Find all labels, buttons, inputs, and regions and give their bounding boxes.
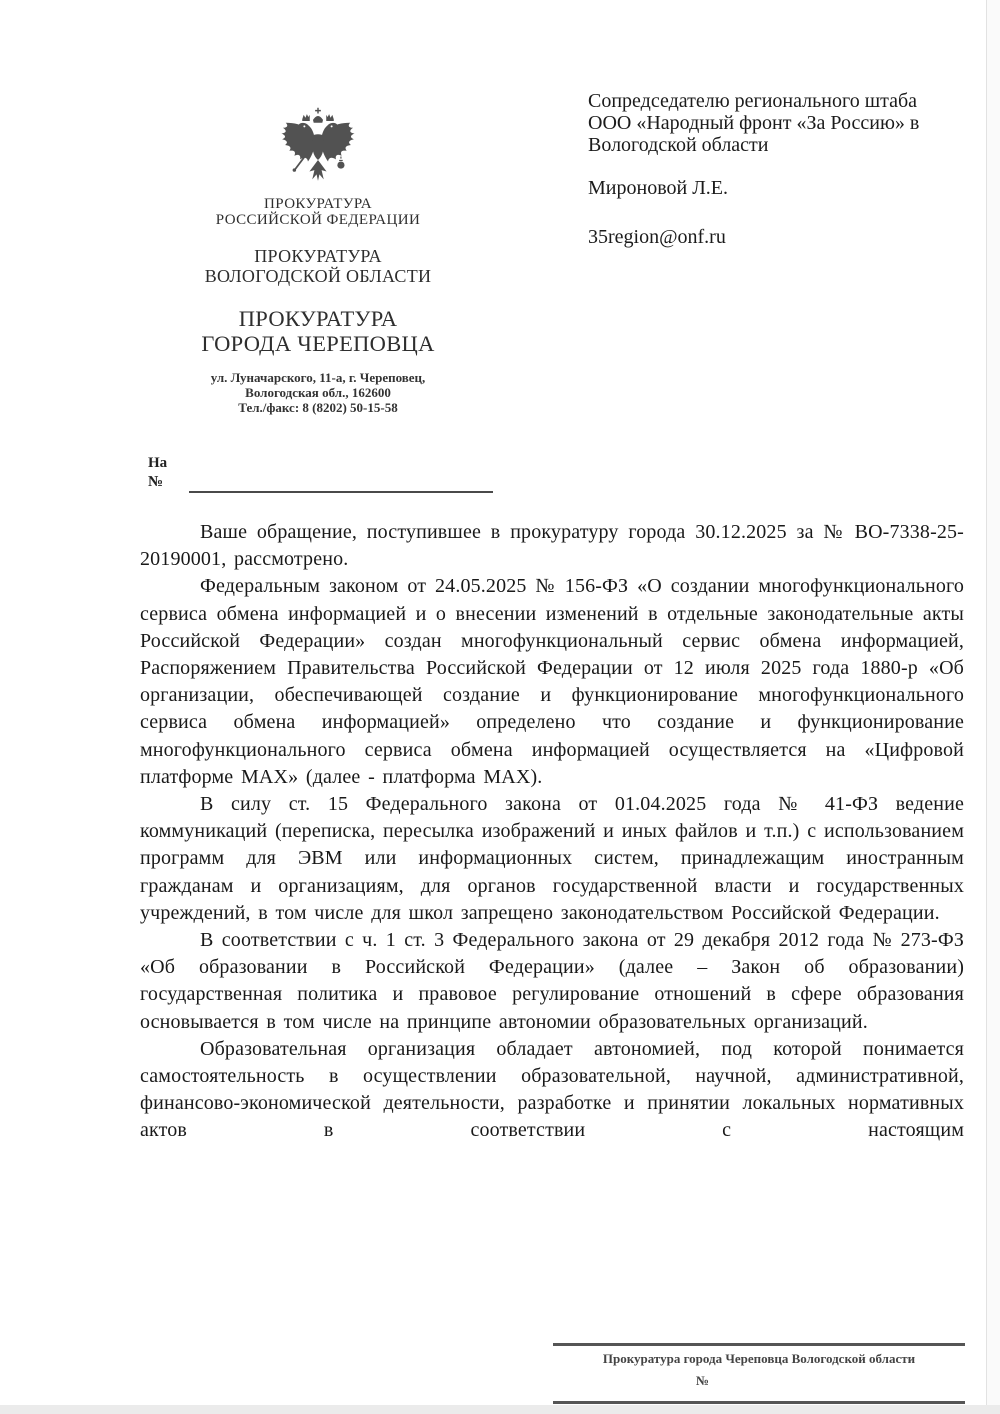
footer-org: Прокуратура города Череповца Вологодской области [602,1351,916,1366]
org-name-federation-line1: ПРОКУРАТУРА [264,196,372,212]
org-name-city-line2: ГОРОДА ЧЕРЕПОВЦА [201,330,435,356]
body-text [140,519,964,1145]
org-name-region-line1: ПРОКУРАТУРА [254,246,382,267]
recipient-block [588,90,948,248]
reference-na-label: На [148,455,168,471]
org-name-federation [140,196,496,228]
org-name-federation-line2: РОССИЙСКОЙ ФЕДЕРАЦИИ [215,212,421,229]
letterhead-address-phone: Тел./факс: 8 (8202) 50-15-58 [238,399,398,415]
footer-no-label: № [696,1373,710,1388]
recipient-name: Мироновой Л.Е. [588,177,728,199]
page-scan-edge-right [986,0,1000,1414]
reference-no-label: № [148,474,164,490]
reference-underline [189,491,493,493]
org-name-city [140,307,496,356]
emblem-wrap [140,100,496,192]
recipient-email: 35region@onf.ru [588,226,726,248]
org-name-city-line1: ПРОКУРАТУРА [238,306,398,332]
org-name-region-line2: ВОЛОГОДСКОЙ ОБЛАСТИ [204,265,432,286]
page-scan-edge-bottom [0,1405,1000,1414]
body-paragraph: Ваше обращение, поступившее в прокуратуру города 30.12.2025 за № ВО-7338-25-20190001, рассмотрено. [140,521,964,571]
body-paragraph: Федеральным законом от 24.05.2025 № 156-ФЗ «О создании многофункционального сервиса обмена информацией и о внесении изменений в отдельные законодательные акты Российской Федерации» создан многофункциональный сервис обмена информацией, Распоряжением Правительства Российской Федерации от 12 июля 2025 года 1880-р «Об организации, обеспечивающей создание и функционирование многофункционального сервиса обмена информацией» определено что создание и функционирование многофункционального сервиса обмена информацией осуществляется на «Цифровой платформе МАХ» (далее - платформа МАХ). [140,575,964,788]
recipient-org: Сопредседателю регионального штаба ООО «Народный фронт «За Россию» в Вологодской области [588,90,920,156]
body-paragraph: В соответствии с ч. 1 ст. 3 Федерального закона от 29 декабря 2012 года № 273-ФЗ «Об образовании в Российской Федерации» (далее – Закон об образовании) государственная политика и правовое регулирование отношений в сфере образования основывается в том числе на принципе автономии образовательных организаций. [140,929,964,1033]
letterhead-address-street: ул. Луначарского, 11-а, г. Череповец, [210,369,426,385]
footer-top-line [553,1343,965,1346]
footer-bottom-line [553,1401,965,1404]
body-paragraph: Образовательная организация обладает автономией, под которой понимается самостоятельность в осуществлении образовательной, научной, административной, финансово-экономической деятельности, разработке и принятии локальных нормативных актов в соответствии с настоящим [140,1037,964,1142]
org-name-region [140,247,496,286]
body-paragraph: В силу ст. 15 Федерального закона от 01.04.2025 года № 41-ФЗ ведение коммуникаций (переписка, пересылка изображений и иных файлов и т.п.) с использованием программ для ЭВМ или информационных систем, принадлежащим иностранным гражданам и организациям, для органов государственной власти и государственных учреждений, в том числе для школ запрещено законодательством Российской Федерации. [140,793,964,924]
footer-stamp-block [553,1343,965,1403]
reference-block [148,454,167,492]
letterhead-address [140,371,496,416]
letterhead [140,100,496,416]
letterhead-address-region: Вологодская обл., 162600 [245,384,391,400]
russia-coat-of-arms-double-headed-eagle-icon [275,100,361,190]
